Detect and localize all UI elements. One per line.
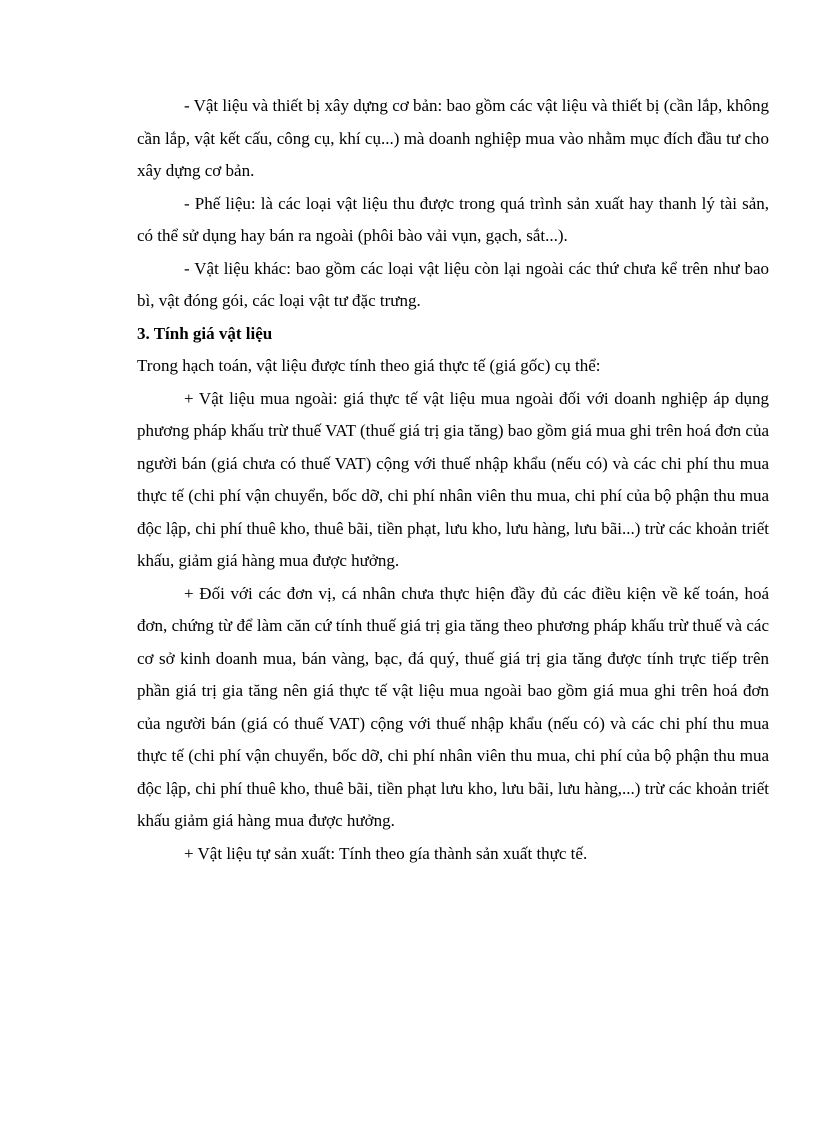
paragraph-direct-method: + Đối với các đơn vị, cá nhân chưa thực hiện đầy đủ các điều kiện về kế toán, hoá đơn, chứng từ để làm căn cứ tính thuế giá trị gia tăng theo phương pháp khấu trừ thuế và các cơ sở kinh doanh mua, bán vàng, bạc, đá quý, thuế giá trị gia tăng được tính trực tiếp trên phần giá trị gia tăng nên giá thực tế vật liệu mua ngoài bao gồm giá mua ghi trên hoá đơn của người bán (giá có thuế VAT) cộng với thuế nhập khẩu (nếu có) và các chi phí thu mua thực tế (chi phí vận chuyển, bốc dỡ, chi phí nhân viên thu mua, chi phí của bộ phận thu mua độc lập, chi phí thuê kho, thuê bãi, tiền phạt lưu kho, lưu bãi, lưu hàng,...) trừ các khoản triết khấu giảm giá hàng mua được hưởng.	[137, 583, 769, 830]
paragraph-scrap: - Phế liệu: là các loại vật liệu thu được trong quá trình sản xuất hay thanh lý tài sản, có thể sử dụng hay bán ra ngoài (phôi bào vải vụn, gạch, sắt...).	[137, 193, 769, 245]
paragraph-other-materials: - Vật liệu khác: bao gồm các loại vật liệu còn lại ngoài các thứ chưa kể trên như bao bì, vật đóng gói, các loại vật tư đặc trưng.	[137, 258, 769, 310]
document-page	[137, 90, 769, 870]
paragraph-intro: Trong hạch toán, vật liệu được tính theo giá thực tế (giá gốc) cụ thể:	[137, 356, 601, 375]
paragraph-self-produced: + Vật liệu tự sản xuất: Tính theo gía thành sản xuất thực tế.	[184, 843, 588, 863]
paragraph-purchased-materials: + Vật liệu mua ngoài: giá thực tế vật liệu mua ngoài đối với doanh nghiệp áp dụng phương pháp khấu trừ thuế VAT (thuế giá trị gia tăng) bao gồm giá mua ghi trên hoá đơn của người bán (giá chưa có thuế VAT) cộng với thuế nhập khẩu (nếu có) và các chi phí thu mua thực tế (chi phí vận chuyển, bốc dỡ, chi phí nhân viên thu mua, chi phí của bộ phận thu mua độc lập, chi phí thuê kho, thuê bãi, tiền phạt, lưu kho, lưu hàng, lưu bãi...) trừ các khoản triết khấu, giảm giá hàng mua được hưởng.	[137, 388, 769, 570]
paragraph-construction-materials: - Vật liệu và thiết bị xây dựng cơ bản: bao gồm các vật liệu và thiết bị (cần lắp, không cần lắp, vật kết cấu, công cụ, khí cụ...) mà doanh nghiệp mua vào nhằm mục đích đầu tư cho xây dựng cơ bản.	[137, 96, 769, 180]
section-heading: 3. Tính giá vật liệu	[137, 323, 273, 343]
